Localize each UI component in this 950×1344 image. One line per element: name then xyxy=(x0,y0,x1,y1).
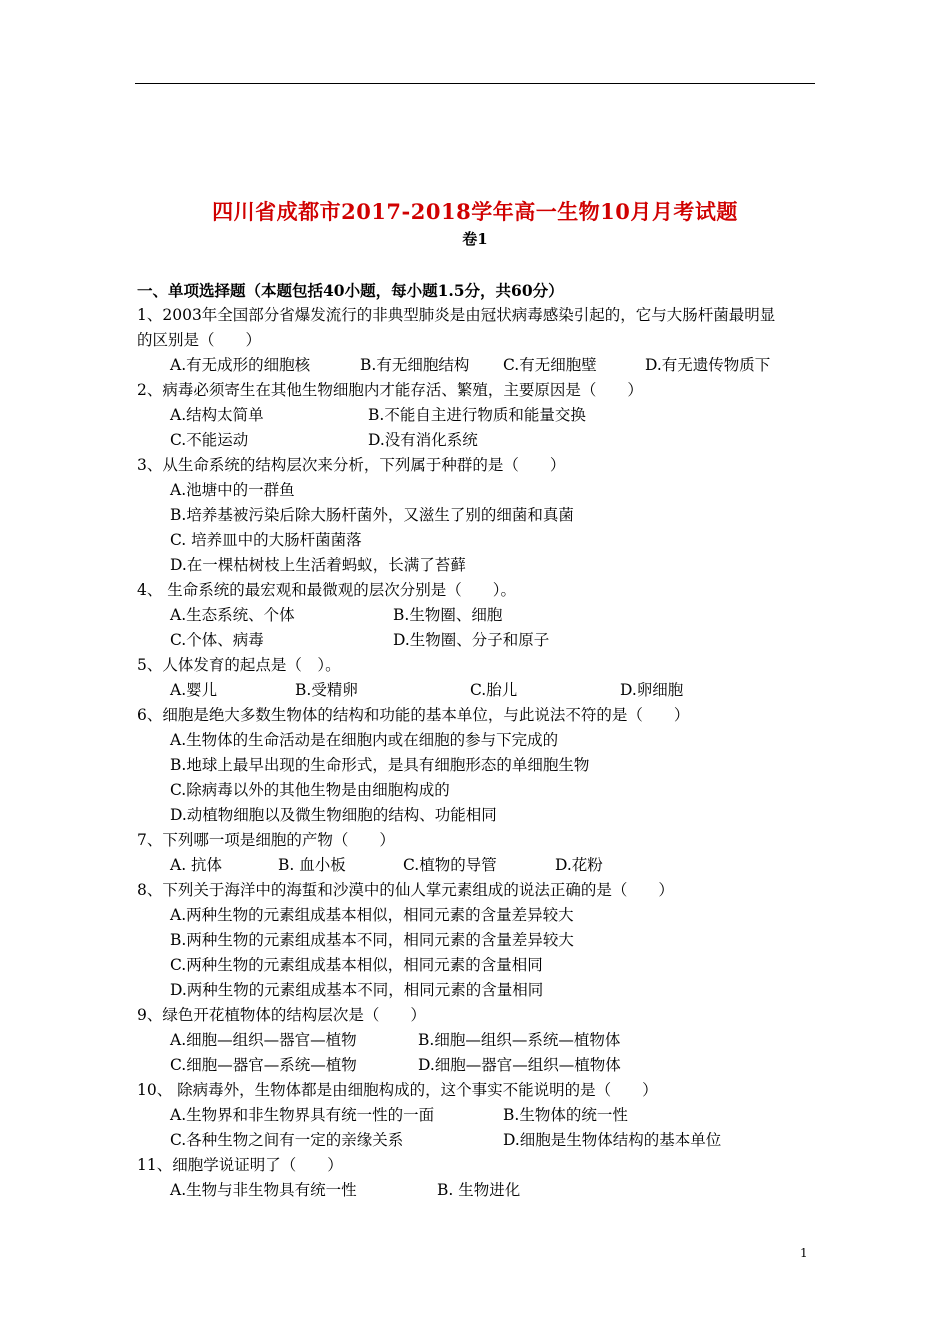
text-line: A.有无成形的细胞核 xyxy=(170,356,311,374)
text-line: 3、从生命系统的结构层次来分析，下列属于种群的是（ ） xyxy=(137,456,566,474)
text-line: B. 生物进化 xyxy=(437,1181,521,1199)
page-title: 四川省成都市2017-2018学年高一生物10月月考试题 xyxy=(212,199,738,224)
text-line: C.个体、病毒 xyxy=(170,631,264,649)
text-line: B. 血小板 xyxy=(278,856,346,874)
text-line: C.细胞—器官—系统—植物 xyxy=(170,1056,357,1074)
text-line: C.有无细胞壁 xyxy=(503,356,597,374)
text-line: A.生物体的生命活动是在细胞内或在细胞的参与下完成的 xyxy=(170,731,559,749)
text-line: A.两种生物的元素组成基本相似，相同元素的含量差异较大 xyxy=(170,906,574,924)
text-line: D.生物圈、分子和原子 xyxy=(393,631,550,649)
text-line: 的区别是（ ） xyxy=(137,331,262,349)
text-line: A.生态系统、个体 xyxy=(170,606,295,624)
text-line: B.生物圈、细胞 xyxy=(393,606,503,624)
text-line: 2、病毒必须寄生在其他生物细胞内才能存活、繁殖，主要原因是（ ） xyxy=(137,381,643,399)
text-line: 8、下列关于海洋中的海蜇和沙漠中的仙人掌元素组成的说法正确的是（ ） xyxy=(137,881,674,899)
text-line: D.没有消化系统 xyxy=(368,431,478,449)
page-subtitle: 卷1 xyxy=(462,230,488,248)
text-line: B.不能自主进行物质和能量交换 xyxy=(368,406,586,424)
text-line: A.结构太简单 xyxy=(170,406,264,424)
text-line: A.生物与非生物具有统一性 xyxy=(170,1181,357,1199)
text-line: 1、2003年全国部分省爆发流行的非典型肺炎是由冠状病毒感染引起的，它与大肠杆菌最明显 xyxy=(137,306,776,324)
text-line: C. 培养皿中的大肠杆菌菌落 xyxy=(170,531,362,549)
text-line: D.两种生物的元素组成基本不同，相同元素的含量相同 xyxy=(170,981,544,999)
text-line: 7、下列哪一项是细胞的产物（ ） xyxy=(137,831,395,849)
text-line: C.胎儿 xyxy=(470,681,518,699)
text-line: A.细胞—组织—器官—植物 xyxy=(170,1031,357,1049)
text-line: B.培养基被污染后除大肠杆菌外，又滋生了别的细菌和真菌 xyxy=(170,506,574,524)
text-line: 4、 生命系统的最宏观和最微观的层次分别是（ ）。 xyxy=(137,581,517,599)
text-line: D.在一棵枯树枝上生活着蚂蚁，长满了苔藓 xyxy=(170,556,466,574)
text-line: 10、 除病毒外，生物体都是由细胞构成的，这个事实不能说明的是（ ） xyxy=(137,1081,658,1099)
text-line: A. 抗体 xyxy=(170,856,223,874)
page-number: 1 xyxy=(800,1246,808,1260)
text-line: D.细胞—器官—组织—植物体 xyxy=(418,1056,621,1074)
text-line: 5、人体发育的起点是（ ）。 xyxy=(137,656,341,674)
text-line: C.各种生物之间有一定的亲缘关系 xyxy=(170,1131,404,1149)
text-line: C.不能运动 xyxy=(170,431,249,449)
header-rule xyxy=(135,83,815,84)
text-line: A.生物界和非生物界具有统一性的一面 xyxy=(170,1106,435,1124)
text-line: D.有无遗传物质下 xyxy=(645,356,771,374)
text-line: D.动植物细胞以及微生物细胞的结构、功能相同 xyxy=(170,806,497,824)
text-line: C.植物的导管 xyxy=(403,856,497,874)
text-line: B.两种生物的元素组成基本不同，相同元素的含量差异较大 xyxy=(170,931,574,949)
text-line: B.细胞—组织—系统—植物体 xyxy=(418,1031,621,1049)
text-line: B.地球上最早出现的生命形式，是具有细胞形态的单细胞生物 xyxy=(170,756,590,774)
text-line: B.受精卵 xyxy=(295,681,358,699)
text-line: D.卵细胞 xyxy=(620,681,684,699)
text-line: D.细胞是生物体结构的基本单位 xyxy=(503,1131,722,1149)
text-line: A.池塘中的一群鱼 xyxy=(170,481,295,499)
text-line: C.除病毒以外的其他生物是由细胞构成的 xyxy=(170,781,450,799)
text-line: 11、细胞学说证明了（ ） xyxy=(137,1156,343,1174)
text-line: B.有无细胞结构 xyxy=(360,356,470,374)
section-heading: 一、单项选择题（本题包括40小题，每小题1.5分，共60分） xyxy=(137,281,564,300)
text-line: C.两种生物的元素组成基本相似，相同元素的含量相同 xyxy=(170,956,543,974)
text-line: 6、细胞是绝大多数生物体的结构和功能的基本单位，与此说法不符的是（ ） xyxy=(137,706,690,724)
text-line: 9、绿色开花植物体的结构层次是（ ） xyxy=(137,1006,426,1024)
text-line: B.生物体的统一性 xyxy=(503,1106,628,1124)
text-line: A.婴儿 xyxy=(170,681,218,699)
text-line: D.花粉 xyxy=(555,856,603,874)
